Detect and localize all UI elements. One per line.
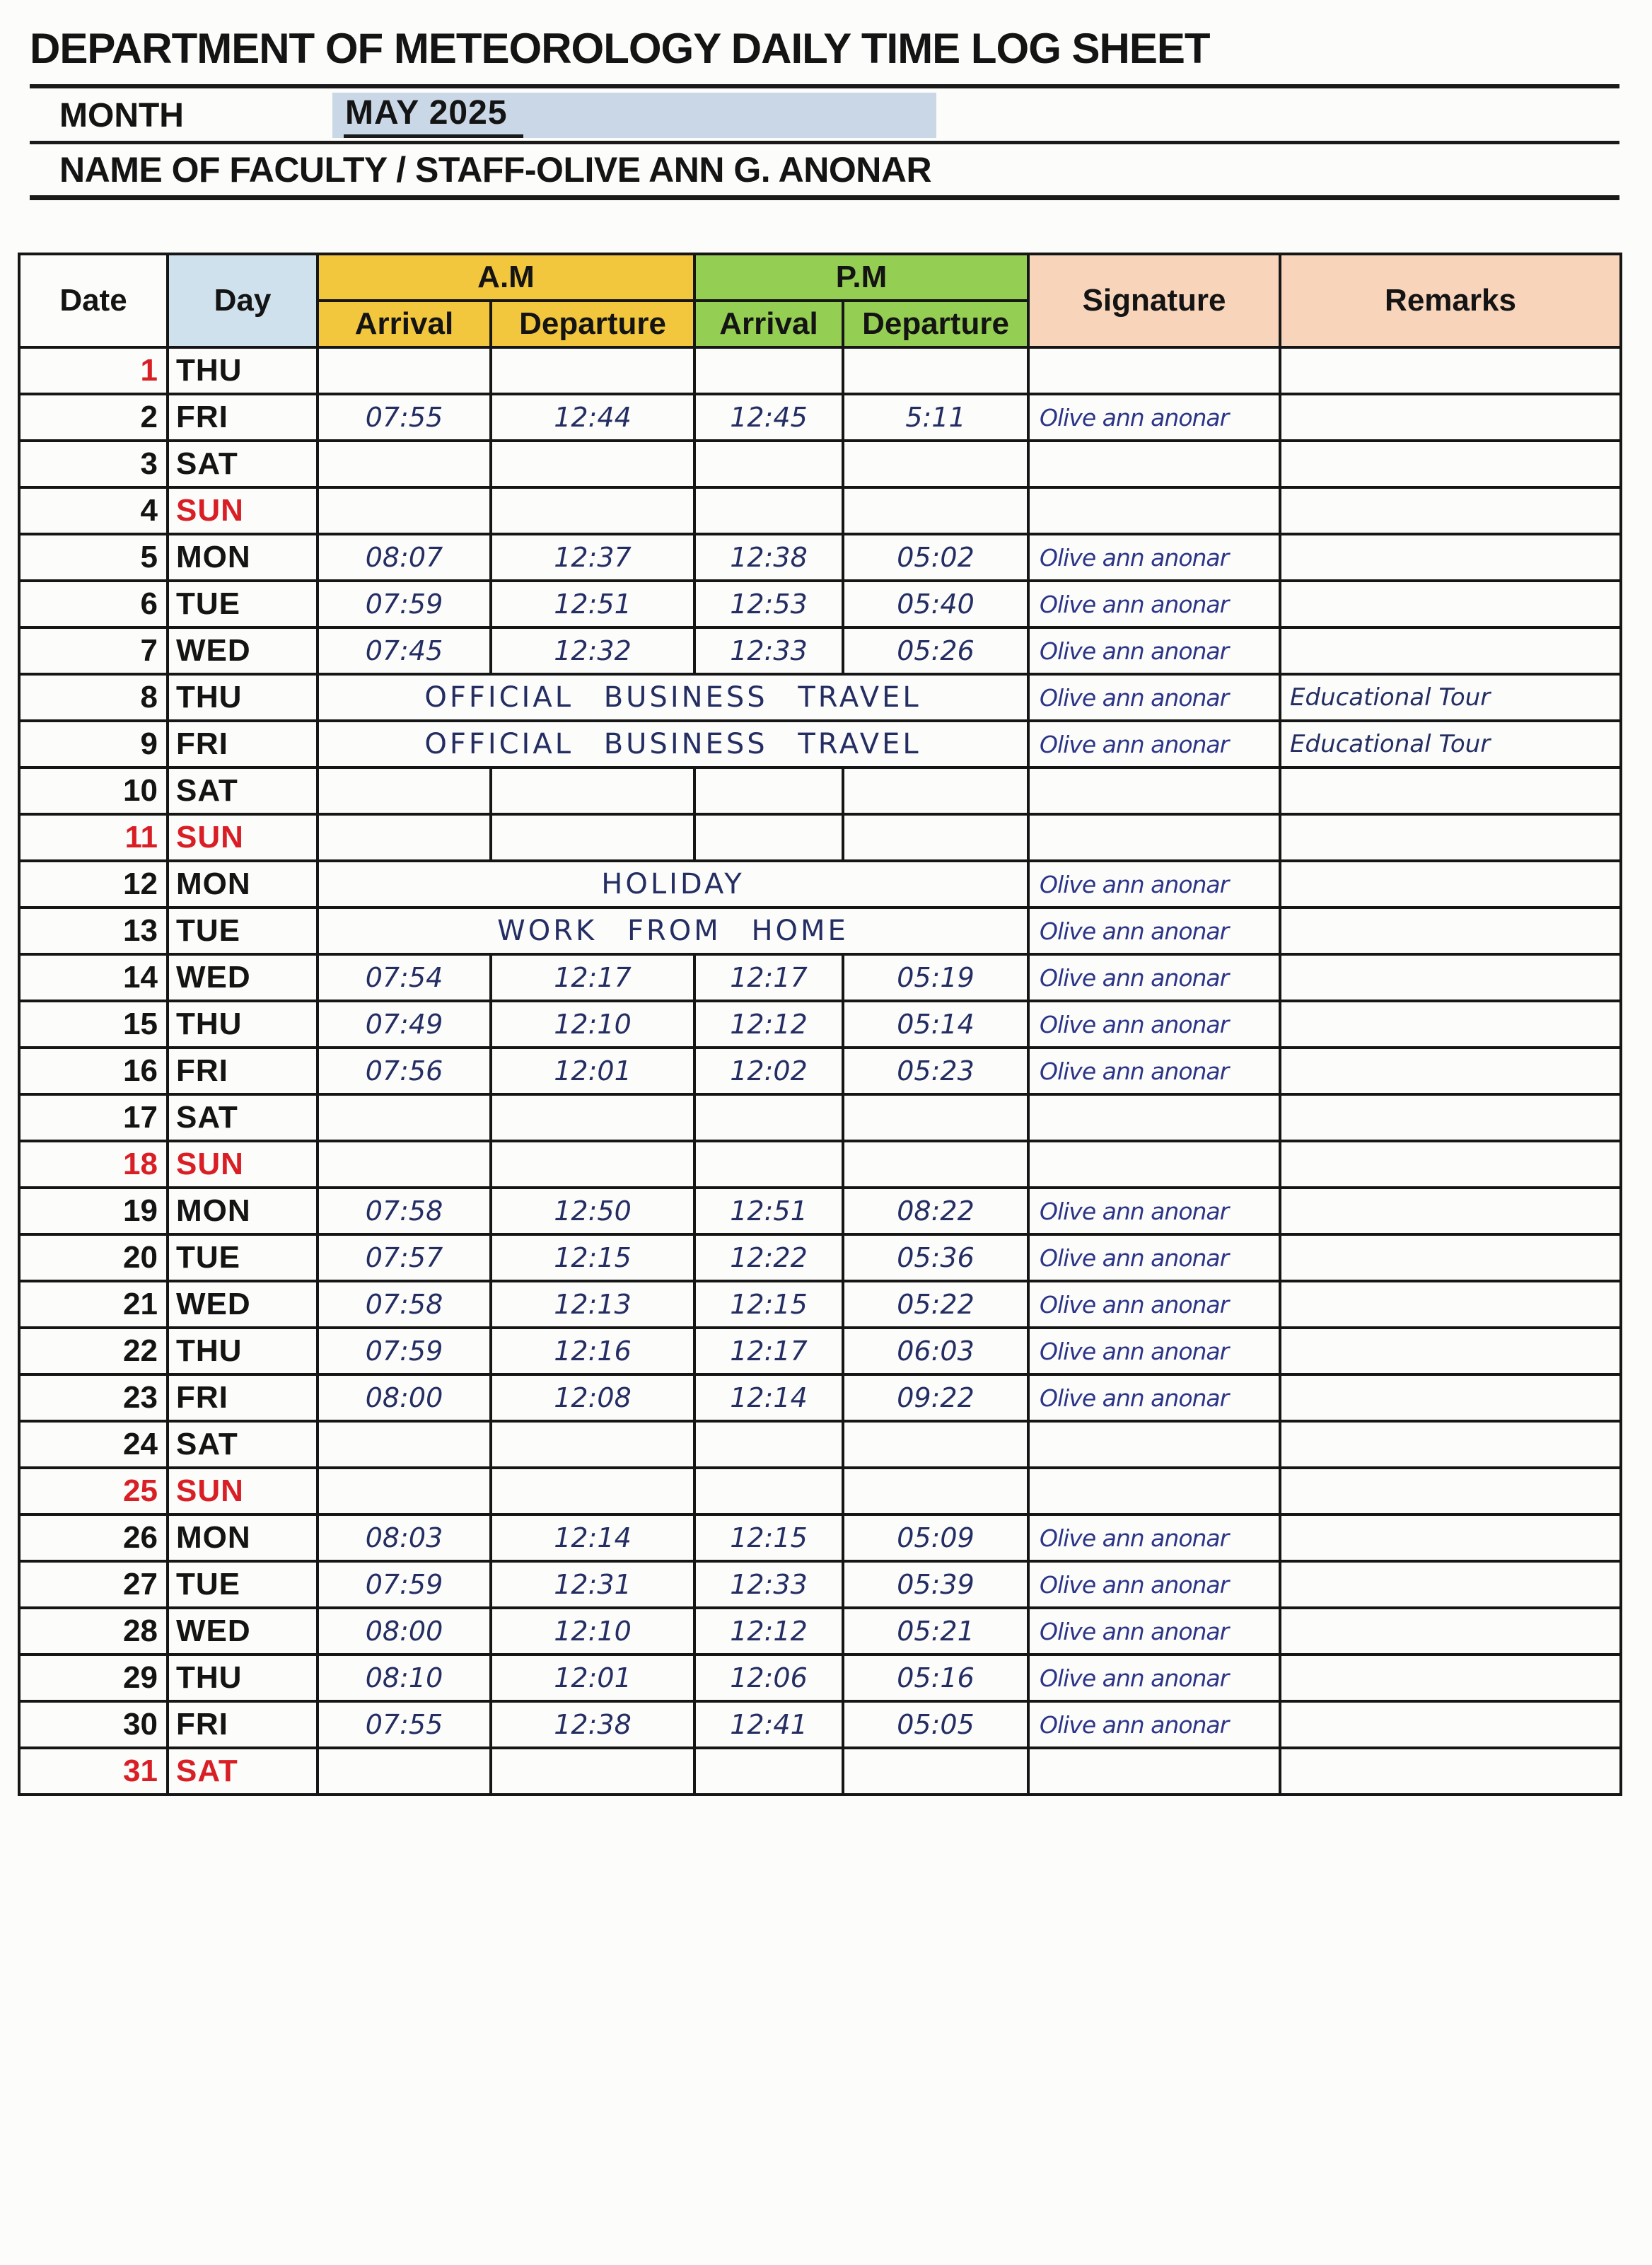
table-row bbox=[19, 394, 1621, 441]
am-arrival-cell: 07:54 bbox=[318, 954, 491, 1001]
pm-arrival-cell bbox=[694, 1468, 843, 1514]
signature-cell bbox=[1028, 1421, 1280, 1468]
title-divider bbox=[30, 84, 1619, 88]
date-cell: 11 bbox=[19, 814, 168, 861]
day-cell: SUN bbox=[168, 814, 318, 861]
pm-arrival-cell: 12:15 bbox=[694, 1281, 843, 1328]
day-cell: FRI bbox=[168, 1701, 318, 1748]
am-departure-cell: 12:10 bbox=[491, 1001, 694, 1048]
pm-departure-cell: 5:11 bbox=[843, 394, 1028, 441]
am-arrival-cell: 07:57 bbox=[318, 1234, 491, 1281]
date-cell: 24 bbox=[19, 1421, 168, 1468]
pm-arrival-cell: 12:22 bbox=[694, 1234, 843, 1281]
am-departure-cell: 12:15 bbox=[491, 1234, 694, 1281]
pm-departure-cell: 05:16 bbox=[843, 1655, 1028, 1701]
remarks-cell bbox=[1280, 1234, 1621, 1281]
header-signature: Signature bbox=[1028, 254, 1280, 347]
am-departure-cell bbox=[491, 1094, 694, 1141]
am-arrival-cell bbox=[318, 1141, 491, 1188]
am-departure-cell: 12:17 bbox=[491, 954, 694, 1001]
signature-cell: Olive ann anonar bbox=[1028, 1701, 1280, 1748]
note-cell: OFFICIAL BUSINESS TRAVEL bbox=[318, 721, 1028, 767]
pm-departure-cell: 05:26 bbox=[843, 627, 1028, 674]
signature-cell bbox=[1028, 1748, 1280, 1795]
am-arrival-cell bbox=[318, 1421, 491, 1468]
am-departure-cell: 12:14 bbox=[491, 1514, 694, 1561]
am-departure-cell: 12:01 bbox=[491, 1048, 694, 1094]
table-row bbox=[19, 1514, 1621, 1561]
am-arrival-cell: 07:58 bbox=[318, 1188, 491, 1234]
am-arrival-cell bbox=[318, 814, 491, 861]
date-cell: 2 bbox=[19, 394, 168, 441]
am-arrival-cell bbox=[318, 1748, 491, 1795]
signature-cell: Olive ann anonar bbox=[1028, 1514, 1280, 1561]
signature-cell: Olive ann anonar bbox=[1028, 627, 1280, 674]
table-row bbox=[19, 627, 1621, 674]
pm-departure-cell bbox=[843, 814, 1028, 861]
am-departure-cell: 12:50 bbox=[491, 1188, 694, 1234]
faculty-name-line: NAME OF FACULTY / STAFF-OLIVE ANN G. ANONAR bbox=[59, 150, 932, 190]
am-departure-cell: 12:32 bbox=[491, 627, 694, 674]
table-row bbox=[19, 954, 1621, 1001]
date-cell: 26 bbox=[19, 1514, 168, 1561]
table-row bbox=[19, 1608, 1621, 1655]
table-row bbox=[19, 1655, 1621, 1701]
date-cell: 15 bbox=[19, 1001, 168, 1048]
pm-arrival-cell: 12:06 bbox=[694, 1655, 843, 1701]
remarks-cell bbox=[1280, 1328, 1621, 1374]
note-cell: HOLIDAY bbox=[318, 861, 1028, 908]
remarks-cell bbox=[1280, 534, 1621, 581]
signature-cell: Olive ann anonar bbox=[1028, 674, 1280, 721]
pm-arrival-cell: 12:45 bbox=[694, 394, 843, 441]
month-value: MAY 2025 bbox=[344, 93, 523, 138]
pm-arrival-cell: 12:17 bbox=[694, 954, 843, 1001]
am-arrival-cell: 07:56 bbox=[318, 1048, 491, 1094]
pm-departure-cell: 05:39 bbox=[843, 1561, 1028, 1608]
table-row bbox=[19, 1094, 1621, 1141]
am-arrival-cell: 07:59 bbox=[318, 1561, 491, 1608]
table-row bbox=[19, 814, 1621, 861]
signature-cell bbox=[1028, 814, 1280, 861]
am-departure-cell bbox=[491, 1421, 694, 1468]
table-row bbox=[19, 534, 1621, 581]
table-row bbox=[19, 1048, 1621, 1094]
table-row bbox=[19, 1701, 1621, 1748]
remarks-cell bbox=[1280, 441, 1621, 487]
day-cell: FRI bbox=[168, 1048, 318, 1094]
am-arrival-cell: 08:10 bbox=[318, 1655, 491, 1701]
note-cell: WORK FROM HOME bbox=[318, 908, 1028, 954]
signature-cell: Olive ann anonar bbox=[1028, 1001, 1280, 1048]
signature-cell: Olive ann anonar bbox=[1028, 1281, 1280, 1328]
table-row bbox=[19, 347, 1621, 394]
signature-cell bbox=[1028, 767, 1280, 814]
day-cell: MON bbox=[168, 534, 318, 581]
table-row bbox=[19, 1421, 1621, 1468]
signature-cell: Olive ann anonar bbox=[1028, 1328, 1280, 1374]
table-row bbox=[19, 767, 1621, 814]
remarks-cell bbox=[1280, 1561, 1621, 1608]
am-departure-cell: 12:10 bbox=[491, 1608, 694, 1655]
pm-departure-cell bbox=[843, 1141, 1028, 1188]
signature-cell: Olive ann anonar bbox=[1028, 1608, 1280, 1655]
am-departure-cell bbox=[491, 767, 694, 814]
am-departure-cell: 12:51 bbox=[491, 581, 694, 627]
signature-cell bbox=[1028, 347, 1280, 394]
date-cell: 3 bbox=[19, 441, 168, 487]
signature-cell: Olive ann anonar bbox=[1028, 1048, 1280, 1094]
header-pm-arrival: Arrival bbox=[694, 301, 843, 347]
day-cell: WED bbox=[168, 1608, 318, 1655]
header-date: Date bbox=[19, 254, 168, 347]
pm-departure-cell: 05:19 bbox=[843, 954, 1028, 1001]
am-departure-cell bbox=[491, 1468, 694, 1514]
remarks-cell: Educational Tour bbox=[1280, 674, 1621, 721]
am-arrival-cell: 07:58 bbox=[318, 1281, 491, 1328]
am-arrival-cell: 08:03 bbox=[318, 1514, 491, 1561]
table-row bbox=[19, 1328, 1621, 1374]
note-cell: OFFICIAL BUSINESS TRAVEL bbox=[318, 674, 1028, 721]
remarks-cell bbox=[1280, 954, 1621, 1001]
pm-departure-cell bbox=[843, 767, 1028, 814]
pm-arrival-cell bbox=[694, 767, 843, 814]
remarks-cell bbox=[1280, 1188, 1621, 1234]
day-cell: THU bbox=[168, 1328, 318, 1374]
date-cell: 25 bbox=[19, 1468, 168, 1514]
pm-arrival-cell: 12:41 bbox=[694, 1701, 843, 1748]
pm-arrival-cell: 12:33 bbox=[694, 1561, 843, 1608]
am-arrival-cell: 07:59 bbox=[318, 581, 491, 627]
remarks-cell bbox=[1280, 1048, 1621, 1094]
date-cell: 17 bbox=[19, 1094, 168, 1141]
date-cell: 12 bbox=[19, 861, 168, 908]
pm-arrival-cell bbox=[694, 814, 843, 861]
am-arrival-cell: 08:00 bbox=[318, 1374, 491, 1421]
day-cell: SAT bbox=[168, 767, 318, 814]
header-am: A.M bbox=[318, 254, 694, 301]
day-cell: FRI bbox=[168, 394, 318, 441]
signature-cell bbox=[1028, 1141, 1280, 1188]
page-title: DEPARTMENT OF METEOROLOGY DAILY TIME LOG SHEET bbox=[30, 25, 1210, 72]
date-cell: 9 bbox=[19, 721, 168, 767]
pm-departure-cell: 09:22 bbox=[843, 1374, 1028, 1421]
table-row bbox=[19, 674, 1621, 721]
remarks-cell bbox=[1280, 1281, 1621, 1328]
date-cell: 1 bbox=[19, 347, 168, 394]
am-arrival-cell: 07:49 bbox=[318, 1001, 491, 1048]
table-row bbox=[19, 908, 1621, 954]
remarks-cell bbox=[1280, 1468, 1621, 1514]
pm-arrival-cell bbox=[694, 441, 843, 487]
table-row bbox=[19, 721, 1621, 767]
name-divider bbox=[30, 195, 1619, 200]
date-cell: 21 bbox=[19, 1281, 168, 1328]
pm-departure-cell bbox=[843, 487, 1028, 534]
signature-cell: Olive ann anonar bbox=[1028, 1234, 1280, 1281]
date-cell: 19 bbox=[19, 1188, 168, 1234]
sheet-header bbox=[0, 0, 1652, 200]
date-cell: 6 bbox=[19, 581, 168, 627]
table-row bbox=[19, 1374, 1621, 1421]
am-departure-cell: 12:16 bbox=[491, 1328, 694, 1374]
signature-cell bbox=[1028, 1094, 1280, 1141]
pm-arrival-cell: 12:15 bbox=[694, 1514, 843, 1561]
pm-arrival-cell: 12:51 bbox=[694, 1188, 843, 1234]
pm-arrival-cell: 12:33 bbox=[694, 627, 843, 674]
date-cell: 18 bbox=[19, 1141, 168, 1188]
signature-cell: Olive ann anonar bbox=[1028, 721, 1280, 767]
day-cell: MON bbox=[168, 1514, 318, 1561]
pm-departure-cell: 08:22 bbox=[843, 1188, 1028, 1234]
table-row bbox=[19, 1141, 1621, 1188]
table-row bbox=[19, 487, 1621, 534]
am-arrival-cell bbox=[318, 441, 491, 487]
signature-cell: Olive ann anonar bbox=[1028, 908, 1280, 954]
day-cell: TUE bbox=[168, 581, 318, 627]
signature-cell: Olive ann anonar bbox=[1028, 861, 1280, 908]
signature-cell bbox=[1028, 487, 1280, 534]
date-cell: 28 bbox=[19, 1608, 168, 1655]
day-cell: SAT bbox=[168, 1094, 318, 1141]
day-cell: THU bbox=[168, 347, 318, 394]
am-arrival-cell: 07:55 bbox=[318, 1701, 491, 1748]
header-pm-departure: Departure bbox=[843, 301, 1028, 347]
am-arrival-cell: 07:59 bbox=[318, 1328, 491, 1374]
pm-departure-cell bbox=[843, 1748, 1028, 1795]
signature-cell: Olive ann anonar bbox=[1028, 1374, 1280, 1421]
date-cell: 20 bbox=[19, 1234, 168, 1281]
pm-arrival-cell bbox=[694, 487, 843, 534]
signature-cell: Olive ann anonar bbox=[1028, 581, 1280, 627]
remarks-cell bbox=[1280, 581, 1621, 627]
header-am-departure: Departure bbox=[491, 301, 694, 347]
day-cell: TUE bbox=[168, 1234, 318, 1281]
pm-arrival-cell bbox=[694, 1421, 843, 1468]
am-arrival-cell bbox=[318, 767, 491, 814]
pm-departure-cell: 05:36 bbox=[843, 1234, 1028, 1281]
am-departure-cell bbox=[491, 487, 694, 534]
pm-arrival-cell: 12:12 bbox=[694, 1001, 843, 1048]
remarks-cell bbox=[1280, 394, 1621, 441]
pm-arrival-cell: 12:53 bbox=[694, 581, 843, 627]
table-row bbox=[19, 1281, 1621, 1328]
pm-departure-cell bbox=[843, 1421, 1028, 1468]
day-cell: SAT bbox=[168, 441, 318, 487]
header-am-arrival: Arrival bbox=[318, 301, 491, 347]
signature-cell: Olive ann anonar bbox=[1028, 534, 1280, 581]
am-departure-cell bbox=[491, 1141, 694, 1188]
remarks-cell bbox=[1280, 347, 1621, 394]
day-cell: THU bbox=[168, 674, 318, 721]
remarks-cell bbox=[1280, 814, 1621, 861]
date-cell: 22 bbox=[19, 1328, 168, 1374]
pm-departure-cell bbox=[843, 1094, 1028, 1141]
am-arrival-cell bbox=[318, 347, 491, 394]
remarks-cell bbox=[1280, 1608, 1621, 1655]
pm-departure-cell: 05:21 bbox=[843, 1608, 1028, 1655]
date-cell: 29 bbox=[19, 1655, 168, 1701]
pm-arrival-cell bbox=[694, 1748, 843, 1795]
am-arrival-cell bbox=[318, 487, 491, 534]
day-cell: WED bbox=[168, 954, 318, 1001]
remarks-cell bbox=[1280, 1655, 1621, 1701]
pm-departure-cell: 06:03 bbox=[843, 1328, 1028, 1374]
remarks-cell bbox=[1280, 1514, 1621, 1561]
pm-departure-cell: 05:09 bbox=[843, 1514, 1028, 1561]
date-cell: 31 bbox=[19, 1748, 168, 1795]
month-value-highlight bbox=[332, 93, 936, 138]
header-day: Day bbox=[168, 254, 318, 347]
pm-arrival-cell: 12:02 bbox=[694, 1048, 843, 1094]
table-header bbox=[19, 254, 1621, 347]
day-cell: SAT bbox=[168, 1421, 318, 1468]
day-cell: SUN bbox=[168, 487, 318, 534]
signature-cell bbox=[1028, 1468, 1280, 1514]
am-arrival-cell: 07:55 bbox=[318, 394, 491, 441]
am-arrival-cell bbox=[318, 1094, 491, 1141]
date-cell: 4 bbox=[19, 487, 168, 534]
day-cell: SUN bbox=[168, 1468, 318, 1514]
signature-cell: Olive ann anonar bbox=[1028, 954, 1280, 1001]
date-cell: 27 bbox=[19, 1561, 168, 1608]
am-departure-cell: 12:37 bbox=[491, 534, 694, 581]
date-cell: 5 bbox=[19, 534, 168, 581]
am-departure-cell bbox=[491, 441, 694, 487]
signature-cell bbox=[1028, 441, 1280, 487]
day-cell: TUE bbox=[168, 1561, 318, 1608]
table-row bbox=[19, 1748, 1621, 1795]
remarks-cell bbox=[1280, 1421, 1621, 1468]
date-cell: 13 bbox=[19, 908, 168, 954]
pm-arrival-cell: 12:17 bbox=[694, 1328, 843, 1374]
day-cell: FRI bbox=[168, 721, 318, 767]
pm-departure-cell: 05:22 bbox=[843, 1281, 1028, 1328]
am-arrival-cell: 07:45 bbox=[318, 627, 491, 674]
am-departure-cell: 12:13 bbox=[491, 1281, 694, 1328]
remarks-cell bbox=[1280, 1748, 1621, 1795]
day-cell: FRI bbox=[168, 1374, 318, 1421]
day-cell: MON bbox=[168, 1188, 318, 1234]
signature-cell: Olive ann anonar bbox=[1028, 1655, 1280, 1701]
remarks-cell bbox=[1280, 767, 1621, 814]
date-cell: 30 bbox=[19, 1701, 168, 1748]
signature-cell: Olive ann anonar bbox=[1028, 1561, 1280, 1608]
am-arrival-cell: 08:00 bbox=[318, 1608, 491, 1655]
date-cell: 10 bbox=[19, 767, 168, 814]
day-cell: SUN bbox=[168, 1141, 318, 1188]
date-cell: 8 bbox=[19, 674, 168, 721]
header-pm: P.M bbox=[694, 254, 1028, 301]
day-cell: SAT bbox=[168, 1748, 318, 1795]
remarks-cell bbox=[1280, 908, 1621, 954]
pm-departure-cell: 05:02 bbox=[843, 534, 1028, 581]
pm-departure-cell: 05:14 bbox=[843, 1001, 1028, 1048]
pm-departure-cell: 05:23 bbox=[843, 1048, 1028, 1094]
table-row bbox=[19, 1188, 1621, 1234]
remarks-cell bbox=[1280, 861, 1621, 908]
day-cell: THU bbox=[168, 1655, 318, 1701]
pm-arrival-cell: 12:14 bbox=[694, 1374, 843, 1421]
pm-departure-cell: 05:40 bbox=[843, 581, 1028, 627]
date-cell: 7 bbox=[19, 627, 168, 674]
remarks-cell bbox=[1280, 1141, 1621, 1188]
pm-departure-cell bbox=[843, 1468, 1028, 1514]
table-row bbox=[19, 1468, 1621, 1514]
pm-arrival-cell bbox=[694, 347, 843, 394]
remarks-cell bbox=[1280, 1701, 1621, 1748]
pm-arrival-cell: 12:38 bbox=[694, 534, 843, 581]
table-row bbox=[19, 1561, 1621, 1608]
date-cell: 16 bbox=[19, 1048, 168, 1094]
day-cell: WED bbox=[168, 627, 318, 674]
am-arrival-cell: 08:07 bbox=[318, 534, 491, 581]
table-row bbox=[19, 581, 1621, 627]
am-arrival-cell bbox=[318, 1468, 491, 1514]
table-row bbox=[19, 441, 1621, 487]
am-departure-cell bbox=[491, 814, 694, 861]
am-departure-cell: 12:08 bbox=[491, 1374, 694, 1421]
remarks-cell bbox=[1280, 487, 1621, 534]
log-table-body bbox=[19, 347, 1621, 1795]
pm-arrival-cell bbox=[694, 1141, 843, 1188]
month-label: MONTH bbox=[59, 96, 184, 134]
remarks-cell bbox=[1280, 1094, 1621, 1141]
am-departure-cell bbox=[491, 347, 694, 394]
table-row bbox=[19, 1234, 1621, 1281]
remarks-cell: Educational Tour bbox=[1280, 721, 1621, 767]
pm-arrival-cell: 12:12 bbox=[694, 1608, 843, 1655]
table-row bbox=[19, 861, 1621, 908]
time-log-table bbox=[18, 253, 1622, 1796]
month-row bbox=[30, 90, 1619, 141]
day-cell: THU bbox=[168, 1001, 318, 1048]
pm-departure-cell bbox=[843, 441, 1028, 487]
pm-departure-cell: 05:05 bbox=[843, 1701, 1028, 1748]
pm-arrival-cell bbox=[694, 1094, 843, 1141]
date-cell: 23 bbox=[19, 1374, 168, 1421]
signature-cell: Olive ann anonar bbox=[1028, 1188, 1280, 1234]
am-departure-cell: 12:44 bbox=[491, 394, 694, 441]
remarks-cell bbox=[1280, 1001, 1621, 1048]
am-departure-cell: 12:01 bbox=[491, 1655, 694, 1701]
am-departure-cell bbox=[491, 1748, 694, 1795]
signature-cell: Olive ann anonar bbox=[1028, 394, 1280, 441]
day-cell: WED bbox=[168, 1281, 318, 1328]
date-cell: 14 bbox=[19, 954, 168, 1001]
header-remarks: Remarks bbox=[1280, 254, 1621, 347]
remarks-cell bbox=[1280, 627, 1621, 674]
pm-departure-cell bbox=[843, 347, 1028, 394]
remarks-cell bbox=[1280, 1374, 1621, 1421]
day-cell: MON bbox=[168, 861, 318, 908]
am-departure-cell: 12:31 bbox=[491, 1561, 694, 1608]
day-cell: TUE bbox=[168, 908, 318, 954]
table-row bbox=[19, 1001, 1621, 1048]
am-departure-cell: 12:38 bbox=[491, 1701, 694, 1748]
